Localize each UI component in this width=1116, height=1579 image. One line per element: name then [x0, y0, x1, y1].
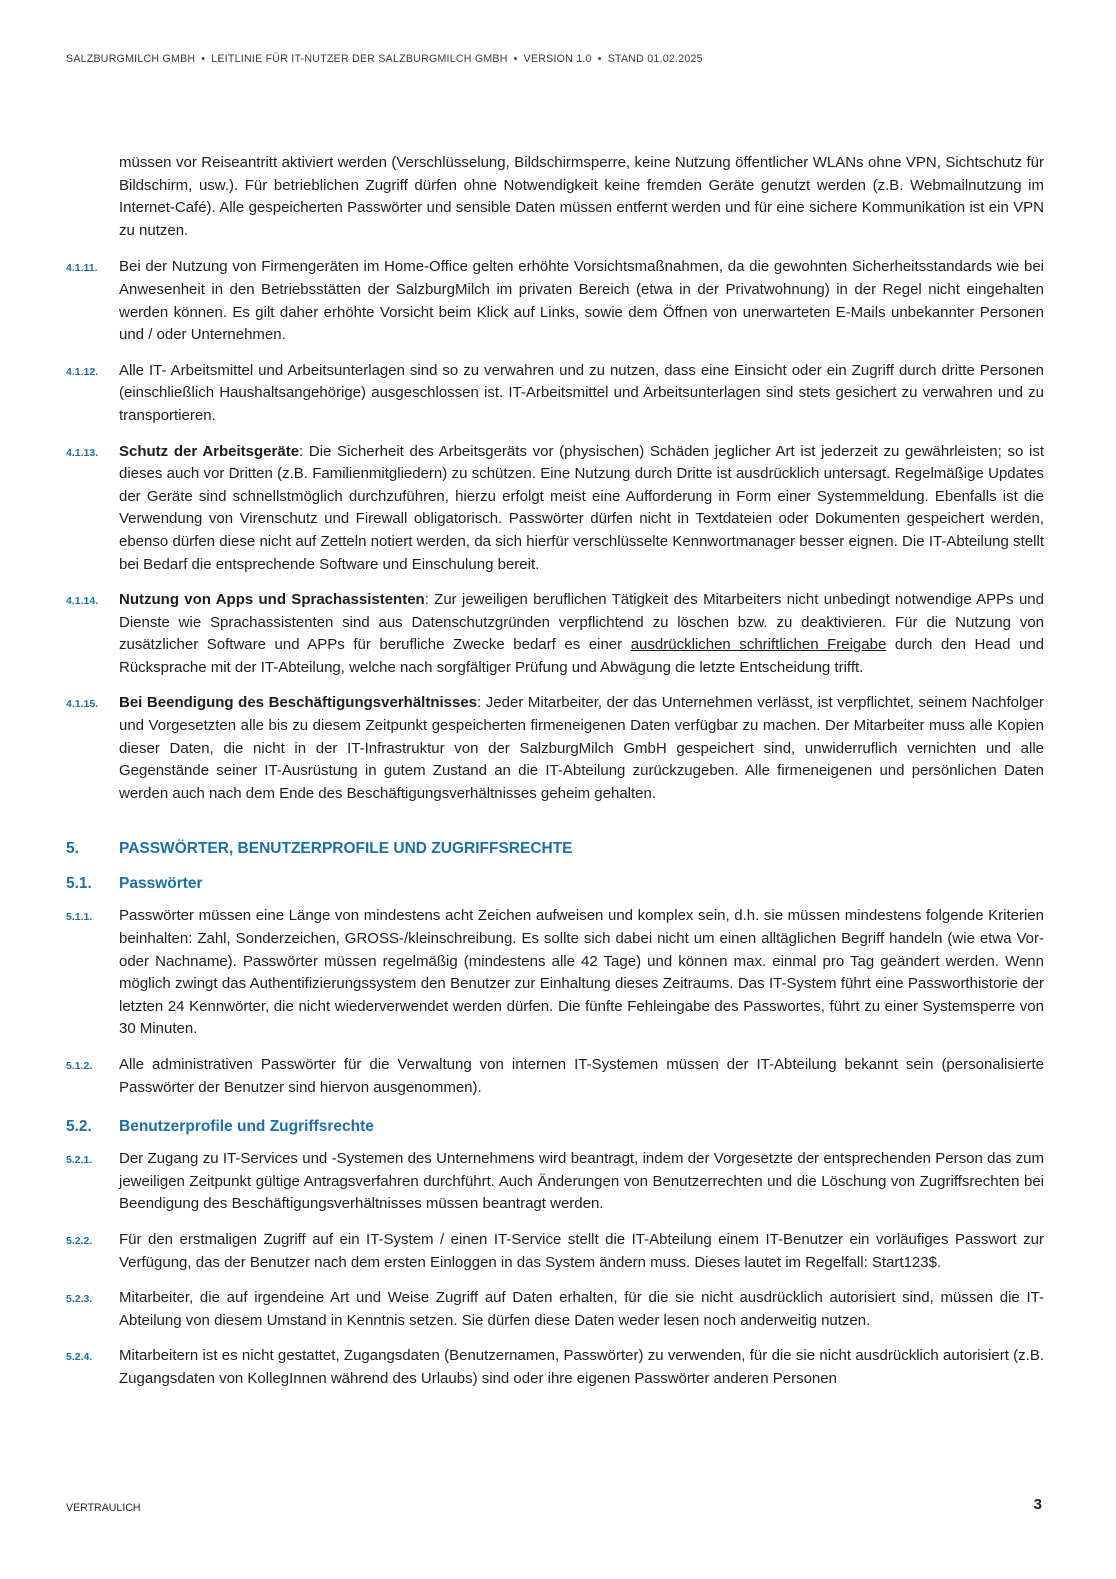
- clause-4-1-13: [66, 441, 1044, 577]
- clause-4-1-14: [66, 589, 1044, 679]
- subsection-number: 5.2.: [66, 1118, 92, 1136]
- clause-text: [119, 692, 1044, 805]
- footer-classification: VERTRAULICH: [66, 1502, 141, 1514]
- subsection-heading-5-1: [66, 875, 1044, 893]
- page-header: [66, 53, 703, 65]
- clause-body-end: durch den Head und Rücksprache mit der IT-Abteilung, welche nach sorgfältiger Prüfung und Abwägung die letzte Entscheidung trifft.: [119, 636, 1045, 676]
- clause-5-2-2: [66, 1229, 1044, 1274]
- clause-text: Passwörter müssen eine Länge von mindestens acht Zeichen aufweisen und komplex sein, d.h. sie müssen mindestens folgende Kriterien beinhalten: Zahl, Sonderzeichen, GROSS-/kleinschreibung. Es sollte sich dabei nicht um einen alltäglichen Begriff handeln (wie etwa Vor- oder Nachname). Passwörter müssen regelmäßig (mindestens alle 42 Tage) und können max. einmal pro Tag geändert werden. Wenn möglich zwingt das Authentifizierungssystem den Benutzer zur Einhaltung dieses Zeitraums. Das IT-System führt eine Passworthistorie der letzten 24 Kennwörter, die nicht wiederverwendet werden dürfen. Die fünfte Fehleingabe des Passwortes, führt zu einer Systemsperre von 30 Minuten.: [119, 907, 1044, 1038]
- clause-body: : Jeder Mitarbeiter, der das Unternehmen verlässt, ist verpflichtet, seinem Nachfolger und Vorgesetzten alle bis zu diesem Zeitpunkt gespeicherten firmeneigenen Daten verfügbar zu machen. Der Mitarbeiter muss alle Kopien dieser Daten, die nicht in der IT-Infrastruktur von der SalzburgMilch GmbH gespeichert sind, unwiderruflich vernichten und alle Gegenstände seiner IT-Ausrüstung in gutem Zustand an die IT-Abteilung zurückzugeben. Alle firmeneigenen und persönlichen Daten werden auch nach dem Ende des Beschäftigungsverhältnisses geheim gehalten.: [119, 694, 1044, 802]
- header-date: STAND 01.02.2025: [607, 53, 703, 65]
- clause-5-2-1: [66, 1148, 1044, 1216]
- clause-body: : Die Sicherheit des Arbeitsgeräts vor (physischen) Schäden jeglicher Art ist jederzeit zu gewährleisten; so ist dieses auch vor Dritten (z.B. Familienmitgliedern) zu schützen. Eine Nutzung durch Dritte ist ausdrücklich untersagt. Regelmäßige Updates der Geräte sind schnellstmöglich durchzuführen, hierzu erfolgt meist eine Aufforderung in Form einer Systemmeldung. Ebenfalls ist die Verwendung von Virenschutz und Firewall obligatorisch. Passwörter dürfen nicht in Textdateien oder Dokumenten gespeichert werden, ebenso dürfen diese nicht auf Zetteln notiert werden, da sich hierfür verschlüsselte Kennwortmanager besser eignen. Die IT-Abteilung stellt bei Bedarf die entsprechende Software und Einschulung bereit.: [119, 442, 1044, 573]
- clause-4-1-12: [66, 360, 1044, 428]
- header-separator: •: [201, 53, 206, 65]
- clause-text: [119, 441, 1044, 577]
- clause-number: 4.1.11.: [66, 262, 98, 275]
- clause-heading: Schutz der Arbeitsgeräte: [119, 442, 300, 460]
- header-separator: •: [513, 53, 518, 65]
- continuation-paragraph: müssen vor Reiseantritt aktiviert werden (Verschlüsselung, Bildschirmsperre, keine Nutzung öffentlicher WLANs ohne VPN, Sichtschutz für Bildschirm, usw.). Für betrieblichen Zugriff dürfen ohne Notwendigkeit keine fremden Geräte genutzt werden (z.B. Webmailnutzung im Internet-Café). Alle gespeicherten Passwörter und sensible Daten müssen entfernt werden und für eine sichere Kommunikation ist ein VPN zu nutzen.: [119, 154, 1044, 239]
- header-company: SALZBURGMILCH GMBH: [66, 53, 196, 65]
- header-doc-title: LEITLINIE FÜR IT-NUTZER DER SALZBURGMILCH GMBH: [211, 53, 508, 65]
- clause-number: 4.1.12.: [66, 365, 99, 378]
- clause-5-2-4: [66, 1345, 1044, 1390]
- clause-text: Für den erstmaligen Zugriff auf ein IT-System / einen IT-Service stellt die IT-Abteilung einem IT-Benutzer ein vorläufiges Passwort zur Verfügung, das der Benutzer nach dem ersten Einloggen in das System ändern muss. Dieses lautet im Regelfall: Start123$.: [119, 1230, 1044, 1271]
- document-body: [66, 152, 1044, 1404]
- clause-text: Mitarbeiter, die auf irgendeine Art und Weise Zugriff auf Daten erhalten, für die sie nicht ausdrücklich autorisiert sind, müssen die IT-Abteilung von diesem Umstand in Kenntnis setzen. Sie dürfen diese Daten weder lesen noch anderweitig nutzen.: [119, 1289, 1044, 1329]
- section-heading-5: [66, 840, 1044, 858]
- clause-text: [119, 589, 1044, 679]
- header-separator: •: [597, 53, 602, 65]
- subsection-number: 5.1.: [66, 875, 92, 893]
- clause-number: 4.1.13.: [66, 446, 99, 459]
- clause-text: Mitarbeitern ist es nicht gestattet, Zugangsdaten (Benutzernamen, Passwörter) zu verwenden, für die sie nicht ausdrücklich autorisiert (z.B. Zugangsdaten von KollegInnen während des Urlaubs) sind oder ihre eigenen Passwörter anderen Personen: [119, 1347, 1044, 1387]
- subsection-title: Passwörter: [119, 875, 203, 893]
- clause-number: 4.1.15.: [66, 698, 99, 711]
- subsection-title: Benutzerprofile und Zugriffsrechte: [119, 1118, 374, 1136]
- clause-5-2-3: [66, 1287, 1044, 1332]
- clause-5-1-1: [66, 905, 1044, 1041]
- clause-heading: Bei Beendigung des Beschäftigungsverhältnisses: [119, 694, 478, 712]
- section-title: PASSWÖRTER, BENUTZERPROFILE UND ZUGRIFFSRECHTE: [119, 840, 573, 858]
- clause-number: 5.1.1.: [66, 911, 93, 924]
- clause-4-1-11: [66, 256, 1044, 346]
- clause-number: 5.2.3.: [66, 1293, 93, 1306]
- clause-text: Alle administrativen Passwörter für die Verwaltung von internen IT-Systemen müssen der IT-Abteilung bekannt sein (personalisierte Passwörter der Benutzer sind hiervon ausgenommen).: [119, 1056, 1044, 1096]
- header-version: VERSION 1.0: [523, 53, 592, 65]
- clause-number: 5.1.2.: [66, 1060, 93, 1072]
- clause-4-1-15: [66, 692, 1044, 805]
- subsection-heading-5-2: [66, 1118, 1044, 1136]
- clause-text: Alle IT- Arbeitsmittel und Arbeitsunterlagen sind so zu verwahren und zu nutzen, dass eine Einsicht oder ein Zugriff durch dritte Personen (einschließlich Haushaltsangehörige) ausgeschlossen ist. IT-Arbeitsmittel und Arbeitsunterlagen sind stets gesichert zu verwahren und zu transportieren.: [119, 361, 1044, 424]
- clause-number: 5.2.1.: [66, 1154, 93, 1167]
- section-number: 5.: [66, 840, 79, 858]
- page-number: 3: [1033, 1496, 1042, 1513]
- clause-number: 5.2.4.: [66, 1351, 93, 1364]
- clause-heading: Nutzung von Apps und Sprachassistenten: [119, 591, 425, 609]
- underlined-phrase: ausdrücklichen schriftlichen Freigabe: [630, 636, 887, 654]
- clause-number: 5.2.2.: [66, 1234, 93, 1247]
- clause-text: Der Zugang zu IT-Services und -Systemen des Unternehmens wird beantragt, indem der Vorgesetzte der entsprechenden Person das zum jeweiligen Zeitpunkt gültige Antragsverfahren durchführt. Auch Änderungen von Benutzerrechten und die Löschung von Zugriffsrechten bei Beendigung des Beschäftigungsverhältnisses müssen beantragt werden.: [119, 1150, 1044, 1213]
- clause-text: Bei der Nutzung von Firmengeräten im Home-Office gelten erhöhte Vorsichtsmaßnahmen, da die gewohnten Sicherheitsstandards wie bei Anwesenheit in den Betriebsstätten der SalzburgMilch im privaten Bereich (etwa in der Privatwohnung) in der Regel nicht eingehalten werden können. Es gilt daher erhöhte Vorsicht beim Klick auf Links, sowie dem Öffnen von unerwarteten E-Mails unbekannter Personen und / oder Unternehmen.: [119, 258, 1044, 344]
- clause-5-1-2: [66, 1054, 1044, 1099]
- clause-number: 4.1.14.: [66, 595, 99, 608]
- clause-body: : Zur jeweiligen beruflichen Tätigkeit des Mitarbeiters nicht unbedingt notwendige APPs und Dienste wie Sprachassistenten sind aus Datenschutzgründen verpflichtend zu löschen bzw. zu deaktivieren. Für die Nutzung von zusätzlicher Software und APPs für berufliche Zwecke bedarf es einer: [119, 591, 1044, 654]
